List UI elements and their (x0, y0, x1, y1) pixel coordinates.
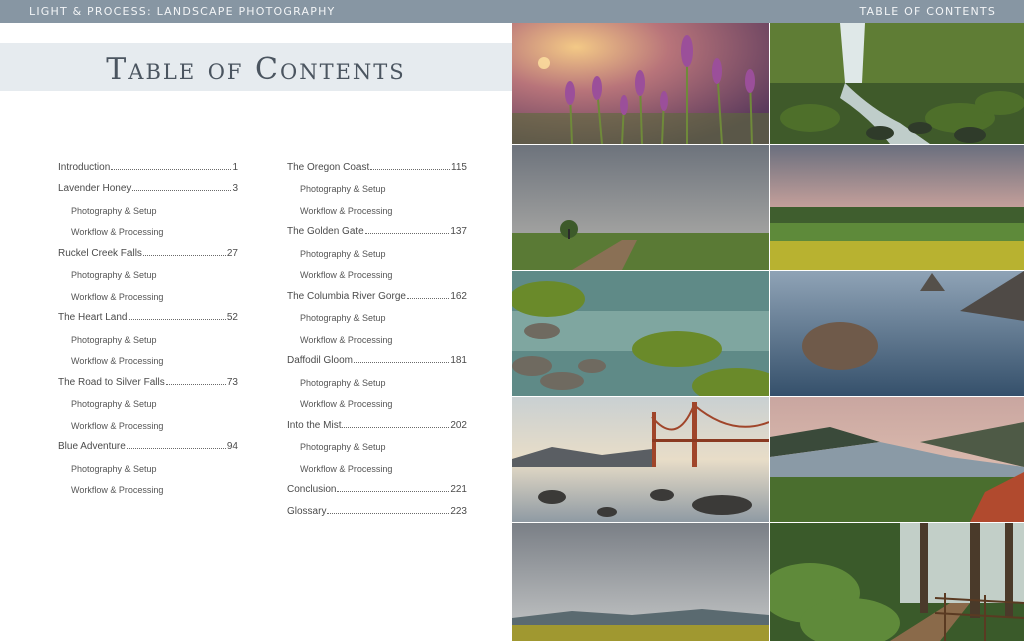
toc-page-number: 137 (450, 226, 467, 237)
toc-subentry[interactable]: Photography & Setup (300, 377, 386, 388)
photo-grid (512, 23, 1024, 641)
dot-leader (342, 427, 449, 428)
toc-entry-label: Blue Adventure (58, 441, 126, 452)
toc-entry-lavender-honey[interactable] (58, 173, 238, 195)
mossy-rocks-stream-photo (512, 271, 769, 396)
toc-page-number: 223 (450, 505, 467, 517)
toc-subentry[interactable]: Photography & Setup (300, 248, 386, 259)
toc-subentry[interactable]: Workflow & Processing (71, 291, 164, 302)
toc-column-2 (287, 151, 467, 517)
dot-leader (143, 255, 226, 256)
toc-entry-label: The Golden Gate (287, 226, 364, 237)
toc-entry-label: The Heart Land (58, 312, 128, 323)
toc-subentry[interactable]: Workflow & Processing (71, 420, 164, 431)
toc-entry-label: The Oregon Coast (287, 161, 370, 173)
header-bar (0, 0, 1024, 23)
toc-entry-label: Introduction (58, 161, 111, 173)
toc-entry-into-the-mist[interactable] (287, 409, 467, 431)
toc-page-number: 52 (226, 312, 238, 323)
toc-page-number: 27 (226, 247, 238, 259)
dot-leader (337, 491, 449, 492)
toc-entry-label: Daffodil Gloom (287, 355, 353, 366)
toc-page-number: 221 (450, 484, 467, 495)
toc-subentry[interactable]: Photography & Setup (71, 270, 157, 280)
toc-page-number: 94 (226, 441, 238, 452)
toc-entry-conclusion[interactable] (287, 474, 467, 496)
toc-page-number: 181 (450, 355, 467, 366)
dot-leader (370, 169, 450, 170)
toc-subentry[interactable]: Photography & Setup (71, 205, 157, 216)
dot-leader (111, 169, 231, 170)
toc-page-number: 115 (451, 161, 467, 173)
toc-entry-blue-adventure[interactable] (58, 431, 238, 453)
toc-subentry[interactable]: Workflow & Processing (300, 399, 393, 409)
toc-subentry[interactable]: Photography & Setup (71, 463, 157, 474)
toc-page-number: 1 (232, 161, 238, 173)
toc-entry-daffodil-gloom[interactable] (287, 345, 467, 367)
toc-page-number: 3 (232, 183, 238, 194)
daffodil-field-photo (512, 523, 769, 641)
section-title: TABLE OF CONTENTS (859, 5, 996, 18)
dot-leader (327, 513, 449, 514)
dot-leader (365, 233, 450, 234)
toc-subentry[interactable]: Photography & Setup (300, 313, 386, 323)
toc-subentry[interactable]: Workflow & Processing (300, 205, 393, 216)
toc-entry-the-columbia-river-gorge[interactable] (287, 280, 467, 302)
toc-subentry[interactable]: Photography & Setup (300, 184, 386, 194)
toc-subentry[interactable]: Photography & Setup (71, 399, 157, 409)
dot-leader (127, 448, 226, 449)
dot-leader (354, 362, 449, 363)
toc-entry-introduction[interactable] (58, 151, 238, 173)
toc-entry-label: The Columbia River Gorge (287, 290, 406, 302)
forest-trail-photo (770, 523, 1024, 641)
dot-leader (129, 319, 226, 320)
toc-page-number: 202 (450, 419, 467, 431)
toc-entry-glossary[interactable] (287, 495, 467, 517)
cornfield-road-photo (512, 145, 769, 270)
toc-entry-the-oregon-coast[interactable] (287, 151, 467, 173)
toc-entry-the-golden-gate[interactable] (287, 216, 467, 238)
toc-entry-label: Conclusion (287, 484, 337, 495)
toc-subentry[interactable]: Workflow & Processing (300, 270, 393, 280)
toc-page-number: 162 (450, 290, 467, 302)
toc-page-number: 73 (226, 376, 238, 388)
toc-subentry[interactable]: Photography & Setup (71, 334, 157, 345)
toc-entry-label: Ruckel Creek Falls (58, 247, 142, 259)
toc-entry-label: Lavender Honey (58, 183, 132, 194)
toc-column-1 (58, 151, 238, 495)
toc-subentry[interactable]: Workflow & Processing (71, 227, 164, 237)
dot-leader (166, 384, 226, 385)
toc-entry-the-heart-land[interactable] (58, 302, 238, 324)
dot-leader (132, 190, 231, 191)
toc-subentry[interactable]: Workflow & Processing (71, 485, 164, 495)
columbia-gorge-photo (770, 397, 1024, 522)
toc-entry-label: Glossary (287, 505, 327, 517)
toc-subentry[interactable]: Workflow & Processing (71, 356, 164, 366)
toc-subentry[interactable]: Workflow & Processing (300, 334, 393, 345)
waterfall-photo (770, 23, 1024, 144)
book-title: LIGHT & PROCESS: LANDSCAPE PHOTOGRAPHY (29, 5, 336, 18)
oregon-coast-photo (770, 271, 1024, 396)
dot-leader (407, 298, 449, 299)
toc-entry-label: Into the Mist (287, 419, 342, 431)
toc-subentry[interactable]: Workflow & Processing (300, 463, 393, 474)
title-band (0, 43, 512, 91)
lavender-photo (512, 23, 769, 144)
toc-subentry[interactable]: Photography & Setup (300, 442, 386, 452)
toc-entry-ruckel-creek-falls[interactable] (58, 237, 238, 259)
toc-entry-the-road-to-silver-falls[interactable] (58, 366, 238, 388)
green-field-photo (770, 145, 1024, 270)
page-title: Table of Contents (106, 52, 406, 87)
golden-gate-photo (512, 397, 769, 522)
toc-entry-label: The Road to Silver Falls (58, 376, 165, 388)
